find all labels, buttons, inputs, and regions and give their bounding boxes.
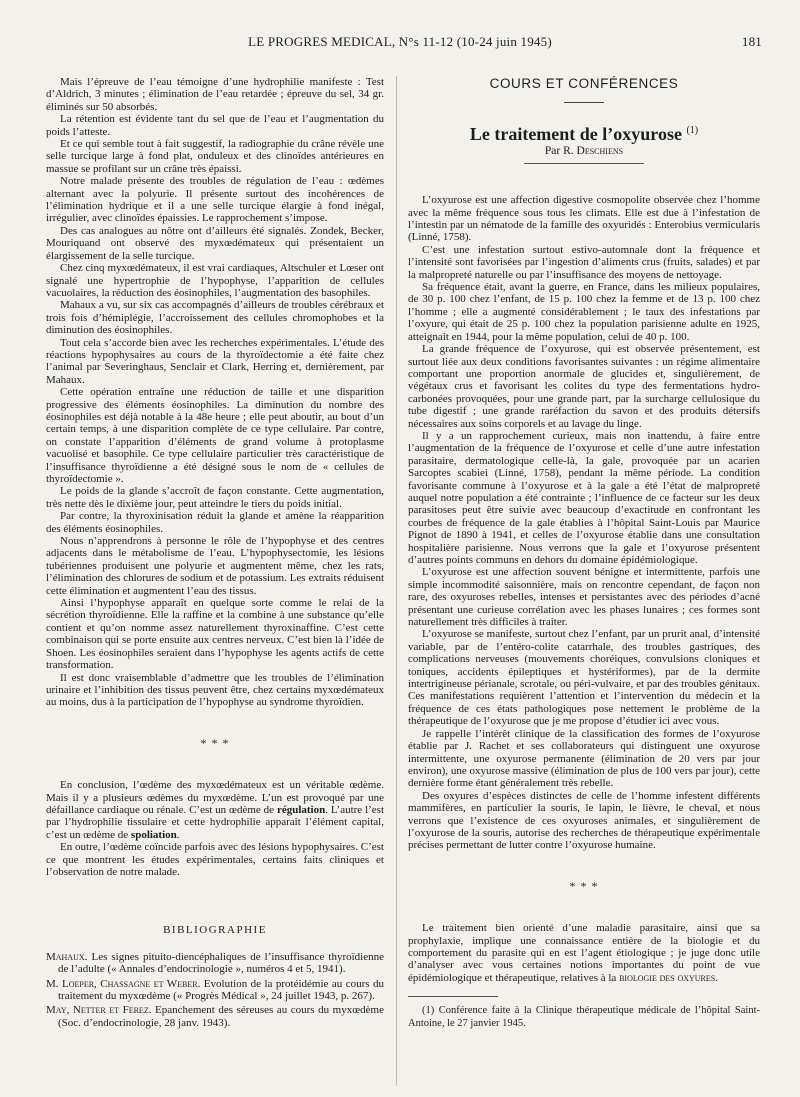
paragraph-text: Le traitement bien orienté d’une maladie parasitaire, ainsi que sa prophylaxie, implique une connaissance entière de la biologie et du comportement du parasite qui en est l’agent étiologique ; je juge donc utile d’analyser avec vous certaines notions importantes du point de vue épidémiologique et thérapeutique, relatives à la xyxy=(408,922,760,984)
divider xyxy=(564,102,604,103)
paragraph: Par contre, la thyroxinisation réduit la glande et amène la réapparition des éléments éosinophiles. xyxy=(46,510,384,535)
bibliography-text: Evolution de la protéidémie au cours du traitement du myxœdème (« Progrès Médical », 24 juillet 1943, p. 267). xyxy=(58,977,385,1002)
right-column xyxy=(408,76,760,1030)
paragraph: Et ce qui semble tout à fait suggestif, la radiographie du crâne révèle une selle turcique large à fond plat, onduleux et des clinoïdes antérieures en massue se profilant sur un crâne très épaissi. xyxy=(46,138,384,175)
divider xyxy=(524,163,644,164)
paragraph: Il est donc vraisemblable d’admettre que les troubles de l’élimination urinaire et l’inhibition des tissus peuvent être, chez certains myxœdémateux au moins, dus à la participation de l’hypophyse au syndrome thyroïdien. xyxy=(46,671,384,709)
bibliography-entry xyxy=(46,951,384,976)
conclusion-text: . xyxy=(176,828,180,841)
bibliography-author: M. Loeper, Chassagne et Weber. xyxy=(46,977,201,990)
paragraph: L’oxyurose est une affection digestive cosmopolite observée chez l’homme avec la même fréquence sous tous les climats. Elle est due à l’infestation de l’intestin par un nématode de la famille des oxyuridés : Enterobius vermicularis (Linné, 1758). xyxy=(408,194,760,244)
paragraph: La rétention est évidente tant du sel que de l’eau et l’augmentation du poids l’atteste. xyxy=(46,113,384,138)
paragraph: Mais l’épreuve de l’eau témoigne d’une hydrophilie manifeste : Test d’Aldrich, 3 minutes ; élimination de l’eau retardée ; épreuve du sel, 34 gr. éliminés sur 50 absorbés. xyxy=(46,76,384,113)
paragraph: Je rappelle l’intérêt clinique de la classification des formes de l’oxyurose établie par J. Rachet et ses collaborateurs qui distinguent une oxyurose intermittente, une oxyurose permanente (élimination de 20 vers par jour environ), une oxyurose massive (élimination de plus de 100 vers par jour), cette dernière forme étant généralement très rebelle. xyxy=(408,727,760,790)
bibliography-entry xyxy=(46,978,384,1003)
conclusion-term-regulation: régulation xyxy=(276,803,326,816)
section-separator: * * * xyxy=(569,878,599,893)
paragraph-text: . xyxy=(715,971,718,984)
paragraph: L’oxyurose se manifeste, surtout chez l’enfant, par un prurit anal, d’intensité variable, par de l’entéro-colite catarrhale, des troubles gastriques, des complications nerveuses (mouvements choréiques, convulsions cloniques et toniques, accidents épileptiques et hystériformes), par de la dermite intertrigineuse périanale, scrotale, ou péri-vulvaire, et par des troubles génitaux. Ces manifestations requièrent l’attention et l’intervention du médecin et la fréquence de ces états pathologiques pose nettement le problème de la thérapeutique de l’oxyurose que je me propose d’étudier ici avec vous. xyxy=(408,628,760,728)
paragraph: Des oxyures d’espèces distinctes de celle de l’homme infestent différents mammifères, en particulier la souris, le lapin, le lièvre, le cheval, et nous verrons que l’existence de ces oxyuroses animales, et singulièrement de l’oxyurose de la souris, autorise des recherches de thérapeutique expérimentale précises permettant de lutter contre l’oxyurose humaine. xyxy=(408,789,760,852)
paragraph: Il y a un rapprochement curieux, mais non inattendu, à faire entre l’augmentation de la fréquence de l’oxyurose et celle d’une autre infestation parasitaire, dermatologique celle-là, la gale, provoquée par un acarien Sarcoptes scabiei (Linné, 1758), pendant la même période. La condition favorisante commune à l’oxyurose et à la gale a été l’état de malpropreté auquel notre population a été contrainte ; l’influence de ce facteur sur les deux parasitoses peut être suivie avec beaucoup d’exactitude en confrontant les courbes de fréquence de la gale établies à l’hôpital Saint-Louis par Maurice Pignot de 1890 à 1941, et celles de l’oxyurose établie dans une consultation hospitalière parisienne. Nous verrons que la gale et l’oxyurose présentent d’autres points communs en dehors du domaine épidémiologique. xyxy=(408,429,760,566)
paragraph: Notre malade présente des troubles de régulation de l’eau : œdèmes alternant avec la polyurie. Il présente surtout des incohérences de l’élimination hydrique et il a une selle turcique élargie à fond inégal, irrégulier, avec clinoïdes épaissies. Le rapprochement s’impose. xyxy=(46,175,384,225)
section-separator: * * * xyxy=(200,735,230,750)
footnote-rule xyxy=(408,996,498,997)
byline xyxy=(408,145,760,157)
paragraph-smallcaps: biologie des oxyures xyxy=(619,971,716,984)
paragraph: Ainsi l’hypophyse apparaît en quelque sorte comme le relai de la sécrétion thyroïdienne. Elle la raffine et la combine à une substance qu’elle contient et qu’on nomme assez naturellement thyroxinaffine. C’est cette combinaison qui se porte ensuite aux centres nerveux. C’est bien là l’idée de Shoen. Les éosinophiles seraient dans l’hypophyse les agents actifs de cette transformation. xyxy=(46,597,384,672)
running-header xyxy=(38,34,762,56)
section-label: COURS ET CONFÉRENCES xyxy=(489,76,679,91)
byline-prefix: Par R. xyxy=(544,144,577,157)
conclusion-paragraph xyxy=(46,779,384,841)
paragraph: L’oxyurose est une affection souvent bénigne et intermittente, parfois une simple incommodité saisonnière, mais on rencontre cependant, de façon non rare, des oxyuroses rebelles, intenses et persistantes avec des périodes d’acné présentant une curieuse corrélation avec les phases lunaires ; ces formes sont naturellement très difficiles à traiter. xyxy=(408,566,760,629)
page-number: 181 xyxy=(741,34,762,49)
footnote-marker: (1) xyxy=(686,125,699,137)
conclusion-term-spoliation: spoliation xyxy=(130,828,177,841)
footnote: (1) Conférence faite à la Clinique thérapeutique médicale de l’hôpital Saint-Antoine, le 27 janvier 1945. xyxy=(408,1005,760,1029)
bibliography-text: Les signes pituito-diencéphaliques de l’insuffisance thyroïdienne de l’adulte (« Annales d’endocrinologie », numéros 4 et 5, 1941). xyxy=(58,950,384,976)
bibliography-text: Epanchement des séreuses au cours du myxœdème (Soc. d’endocrinologie, 28 janv. 1943). xyxy=(58,1004,384,1029)
paragraph: Tout cela s’accorde bien avec les recherches expérimentales. L’étude des réactions hypophysaires au cours de la thyroïdectomie a été faite chez l’animal par Severinghaus, Senclair et Clark, Herring et, dernièrement, par Mahaux. xyxy=(46,336,384,386)
article-title xyxy=(408,124,760,145)
paragraph: En outre, l’œdème coïncide parfois avec des lésions hypophysaires. C’est ce que montrent les études expérimentales, certains faits cliniques et l’observation de notre malade. xyxy=(46,841,384,878)
column-divider xyxy=(396,76,397,1086)
left-column xyxy=(46,76,384,1031)
bibliography-entry xyxy=(46,1004,384,1029)
paragraph: Chez cinq myxœdémateux, il est vrai cardiaques, Altschuler et Lœser ont signalé une hypertrophie de l’hypophyse, l’apparition de cellules vacuolaires, la réduction des éosinophiles, l’augmentation des basophiles. xyxy=(46,262,384,299)
paragraph: C’est une infestation surtout estivo-automnale dont la fréquence et l’intensité sont favorisées par l’ingestion d’aliments crus (fruits, salades) et par la malpropreté naturelle ou par l’insuffisance des moyens de nettoyage. xyxy=(408,243,760,281)
paragraph: Cette opération entraîne une réduction de taille et une disparition progressive des éléments éosinophiles. La diminution du nombre des éosinophiles est déjà notable à la 48e heure ; elle peut aboutir, au bout d’un certain temps, à une disparition complète de ce type cellulaire. Par contre, on constate l’apparition d’éléments de grand volume à protoplasme vacuolisé et basophile. Ce type cellulaire particulier très caractéristique de l’insuffisance thyroïdienne a été désigné sous le nom de « cellules de thyroïdectomie ». xyxy=(46,386,384,485)
conclusion-text: En conclusion, l’œdème des myxœdémateux est un véritable œdème. Mais il y a plusieurs œdèmes du myxœdème. L’un est provoqué par une défaillance cardiaque ou rénale. C’est un œdème de xyxy=(46,779,384,816)
paragraph: Des cas analogues au nôtre ont d’ailleurs été signalés. Zondek, Becker, Mouriquand ont observé des myxœdémateux qui présentaient un élargissement de la selle turcique. xyxy=(46,224,384,262)
paragraph: La grande fréquence de l’oxyurose, qui est observée présentement, est surtout liée aux deux conditions favorisantes suivantes : un régime alimentaire comportant une proportion anormale de glucides et, singulièrement, de végétaux crus et favorisant les colites du type des fermentations hydro-carbonées provoquées, pour une grande part, par la surcharge cellulosique du tube digestif ; une grande raréfaction du savon et des produits détersifs nécessaires aux soins corporels et au lavage du linge. xyxy=(408,343,760,430)
bibliography-author: Mahaux. xyxy=(46,950,88,963)
paragraph: Nous n’apprendrons à personne le rôle de l’hypophyse et des centres adjacents dans le métabolisme de l’eau. L’hypophysectomie, les lésions tubériennes produisent une polyurie et augmentent même, chez les rats, l’élimination des chlorures de sodium et de potassium. Les extraits réduisent cette élimination et augmentent l’eau des tissus. xyxy=(46,535,384,597)
paragraph: Mahaux a vu, sur six cas accompagnés d’ailleurs de troubles cérébraux et trois fois d’hémiplégie, l’accroissement des cellules chromophobes et la diminution des éosinophiles. xyxy=(46,299,384,337)
bibliography-title: BIBLIOGRAPHIE xyxy=(163,924,267,937)
paragraph: Sa fréquence était, avant la guerre, en France, dans les milieux populaires, de 30 p. 100 chez l’enfant, de 15 p. 100 chez la femme et de 13 p. 100 chez l’homme ; elle a augmenté considérablement ; le taux des infestations par l’oxyure, qui était de 25 p. 100 chez la population parisienne adulte en 1925, atteignait en 1944, pour la même population, celui de 40 p. 100. xyxy=(408,281,760,343)
paragraph xyxy=(408,922,760,984)
paragraph: Le poids de la glande s’accroît de façon constante. Cette augmentation, très nette dès le dixième jour, peut atteindre le tiers du poids initial. xyxy=(46,485,384,510)
author-name: Deschiens xyxy=(576,144,624,157)
bibliography-author: May, Netter et Ferez. xyxy=(46,1004,152,1017)
conclusion-text: . L’autre l’est par l’hydrophilie tissulaire et cette hydrophilie apparait l’élément capital, c’est un œdème de xyxy=(46,803,385,841)
journal-title: LE PROGRES MEDICAL, N°s 11-12 (10-24 juin 1945) xyxy=(248,34,552,49)
article-title-text: Le traitement de l’oxyurose xyxy=(469,124,682,145)
